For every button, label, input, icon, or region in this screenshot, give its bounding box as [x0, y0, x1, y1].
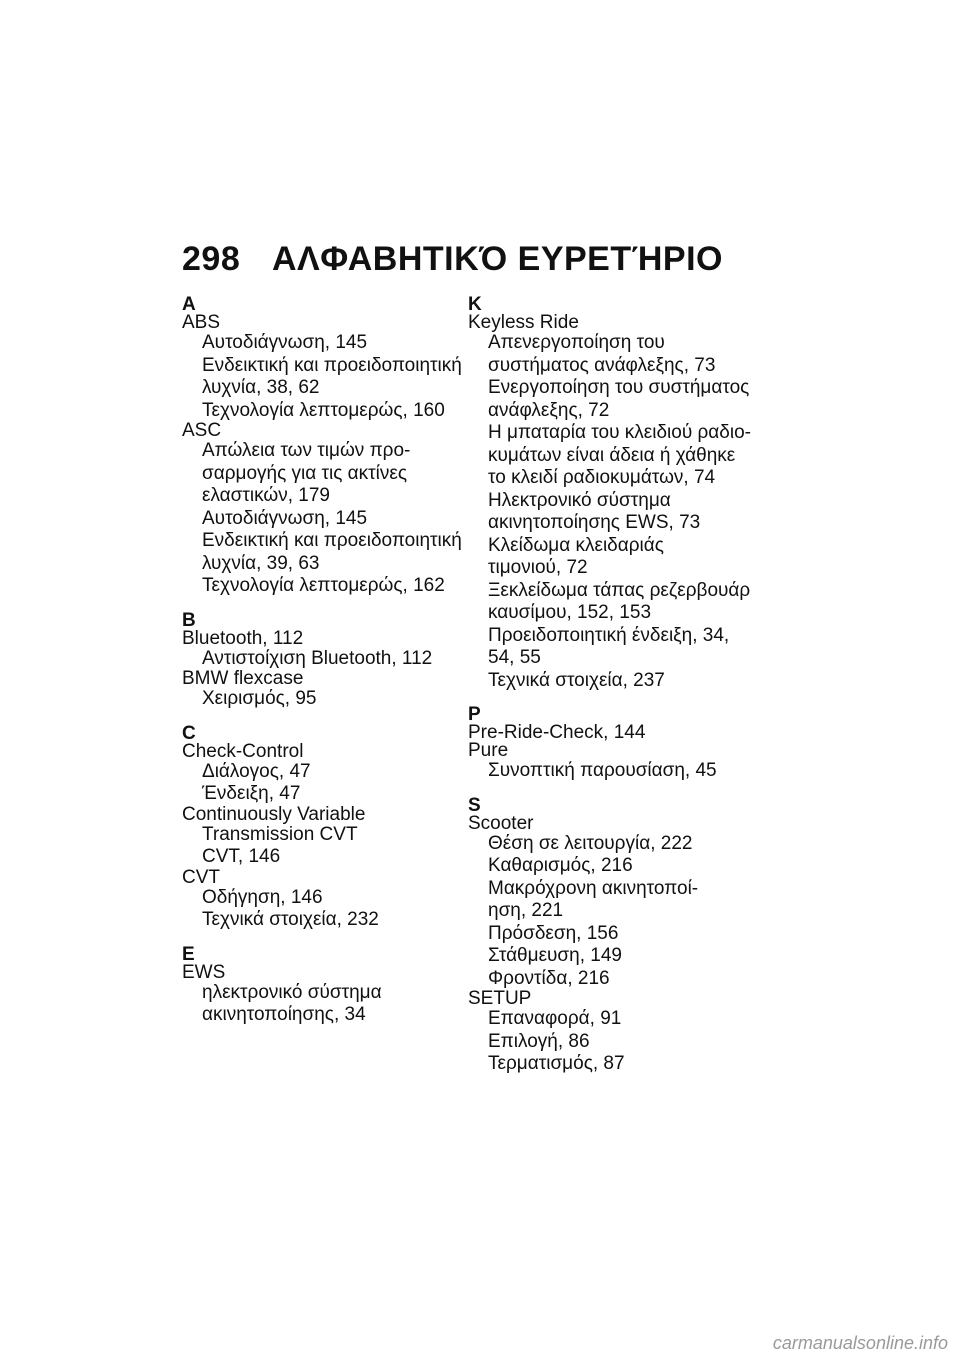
index-subentry: ακινητοποίησης, 34 — [202, 1004, 366, 1025]
index-subentry: ακινητοποίησης EWS, 73 — [488, 512, 701, 533]
index-subentry: Στάθμευση, 149 — [488, 945, 622, 966]
index-subentry: Προειδοποιητική ένδειξη, 34, — [488, 624, 730, 646]
index-term: Scooter — [468, 812, 534, 834]
index-subentry: Αντιστοίχιση Bluetooth, 112 — [202, 647, 433, 669]
index-subentry: Τεχνικά στοιχεία, 232 — [202, 909, 379, 930]
index-subentry: Διάλογος, 47 — [202, 760, 311, 782]
index-subentry: λυχνία, 38, 62 — [202, 377, 320, 398]
section-letter: C — [182, 722, 196, 744]
index-subentry: Ενδεικτική και προειδοποιητική — [202, 530, 462, 551]
index-subentry: συστήματος ανάφλεξης, 73 — [488, 354, 716, 376]
index-term: Bluetooth, 112 — [182, 627, 304, 649]
index-term: Pure — [468, 740, 509, 761]
index-subentry: καυσίμου, 152, 153 — [488, 602, 652, 623]
index-subentry: Θέση σε λειτουργία, 222 — [488, 832, 693, 854]
section-letter: K — [468, 294, 482, 315]
index-subentry: Απενεργοποίηση του — [488, 332, 665, 353]
index-subentry: Καθαρισμός, 216 — [488, 855, 633, 876]
index-section — [468, 296, 758, 692]
index-subentry: σαρμογής για τις ακτίνες — [202, 462, 408, 484]
index-subentry: Τεχνολογία λεπτομερώς, 160 — [202, 399, 445, 421]
index-subentry: ελαστικών, 179 — [202, 485, 330, 506]
page-header — [182, 240, 723, 279]
index-term: Check-Control — [182, 740, 304, 762]
index-column-left — [182, 296, 472, 1027]
index-subentry: Κλείδωμα κλειδαριάς — [488, 534, 664, 556]
index-subentry: ηση, 221 — [488, 900, 564, 921]
section-letter: S — [468, 794, 481, 816]
index-subentry: Απώλεια των τιμών προ- — [202, 440, 411, 461]
index-section — [182, 943, 472, 1027]
index-subentry: ηλεκτρονικό σύστημα — [202, 981, 382, 1003]
index-section — [468, 706, 758, 783]
index-term: ASC — [182, 420, 222, 441]
section-letter: P — [468, 704, 481, 725]
index-subentry: Τεχνικά στοιχεία, 237 — [488, 669, 665, 691]
index-section — [182, 722, 472, 932]
index-subentry: Φροντίδα, 216 — [488, 967, 610, 989]
index-subentry: Τερματισμός, 87 — [488, 1053, 625, 1074]
index-term: Pre-Ride-Check, 144 — [468, 722, 646, 743]
index-term: EWS — [182, 961, 226, 983]
index-section — [468, 794, 758, 1076]
index-section — [182, 296, 472, 598]
index-term: CVT — [182, 866, 220, 888]
index-column-right — [468, 296, 758, 1076]
index-subentry: Συνοπτική παρουσίαση, 45 — [488, 760, 717, 781]
index-subentry: Πρόσδεση, 156 — [488, 922, 619, 944]
index-section — [182, 609, 472, 711]
index-term: ABS — [182, 312, 221, 333]
index-subentry: Transmission CVT — [202, 823, 358, 845]
index-subentry: τιμονιού, 72 — [488, 557, 588, 578]
index-term: BMW flexcase — [182, 668, 304, 689]
index-subentry: λυχνία, 39, 63 — [202, 552, 320, 574]
index-subentry: Τεχνολογία λεπτομερώς, 162 — [202, 575, 445, 596]
index-subentry: κυμάτων είναι άδεια ή χάθηκε — [488, 444, 736, 466]
index-subentry: Ξεκλείδωμα τάπας ρεζερβουάρ — [488, 579, 751, 601]
index-subentry: Επιλογή, 86 — [488, 1030, 590, 1052]
index-subentry: 54, 55 — [488, 647, 541, 668]
index-subentry: το κλειδί ραδιοκυμάτων, 74 — [488, 467, 716, 488]
index-term: SETUP — [468, 988, 532, 1009]
section-letter: E — [182, 943, 195, 965]
index-subentry: Επαναφορά, 91 — [488, 1008, 622, 1029]
watermark: carmanualsonline.info — [772, 1333, 948, 1353]
index-subentry: Αυτοδιάγνωση, 145 — [202, 332, 368, 353]
page-number: 298 — [182, 240, 241, 278]
index-term: Continuously Variable — [182, 803, 366, 825]
index-subentry: Η μπαταρία του κλειδιού ραδιο- — [488, 422, 751, 443]
index-term: Keyless Ride — [468, 312, 579, 333]
index-subentry: Ηλεκτρονικό σύστημα — [488, 489, 671, 511]
index-subentry: Αυτοδιάγνωση, 145 — [202, 507, 368, 529]
page-title: ΑΛΦΑΒΗΤΙΚΌ ΕΥΡΕΤΉΡΙΟ — [272, 240, 723, 278]
index-subentry: Ενδεικτική και προειδοποιητική — [202, 354, 462, 376]
index-subentry: Ένδειξη, 47 — [202, 783, 301, 804]
index-subentry: ανάφλεξης, 72 — [488, 399, 610, 421]
section-letter: B — [182, 609, 196, 631]
index-subentry: Οδήγηση, 146 — [202, 886, 323, 908]
index-subentry: Χειρισμός, 95 — [202, 688, 317, 709]
index-subentry: CVT, 146 — [202, 846, 281, 867]
index-subentry: Μακρόχρονη ακινητοποί- — [488, 877, 699, 899]
index-subentry: Ενεργοποίηση του συστήματος — [488, 377, 750, 398]
section-letter: A — [182, 294, 196, 315]
